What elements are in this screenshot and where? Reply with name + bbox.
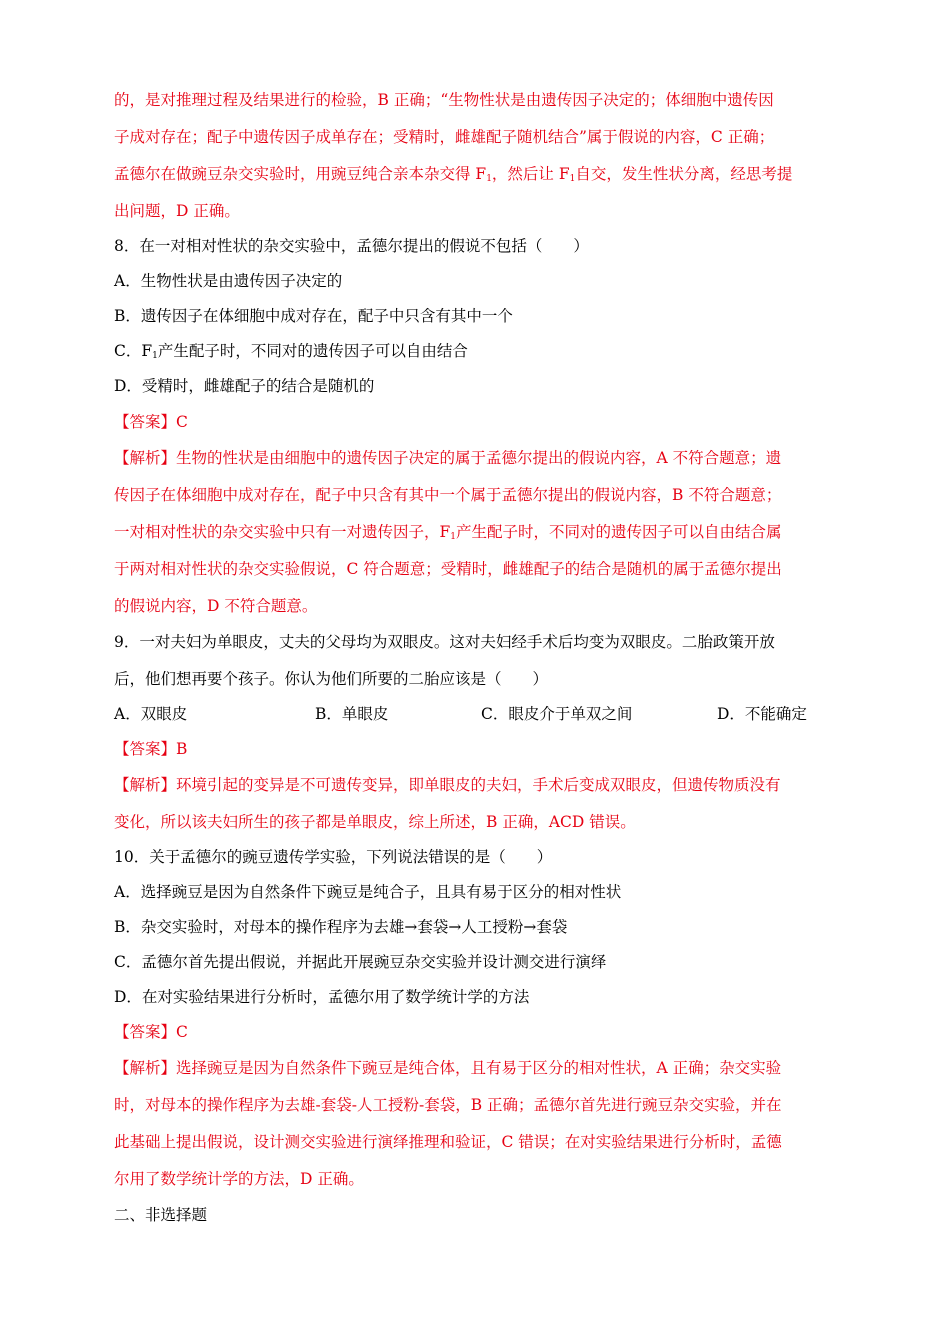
prev-explanation-line-4: 出问题，D 正确。 [114,202,240,220]
q10-option-a: A．选择豌豆是因为自然条件下豌豆是纯合子，且具有易于区分的相对性状 [114,883,622,901]
q8-explanation-line-4: 于两对相对性状的杂交实验假说，C 符合题意；受精时，雌雄配子的结合是随机的属于孟德尔提出 [114,560,782,578]
q8-explanation-line-2: 传因子在体细胞中成对存在，配子中只含有其中一个属于孟德尔提出的假说内容，B 不符合题意； [114,486,782,504]
q10-explanation-line-2: 时，对母本的操作程序为去雄-套袋-人工授粉-套袋，B 正确；孟德尔首先进行豌豆杂交实验，并在 [114,1096,782,1114]
q10-explanation-line-1: 【解析】选择豌豆是因为自然条件下豌豆是纯合体，且有易于区分的相对性状，A 正确；杂交实验 [114,1059,782,1077]
section-heading: 二、非选择题 [114,1206,208,1224]
q9-explanation-line-2: 变化，所以该夫妇所生的孩子都是单眼皮，综上所述，B 正确，ACD 错误。 [114,813,636,831]
q10-explanation-line-3: 此基础上提出假说，设计测交实验进行演绎推理和验证，C 错误；在对实验结果进行分析时，孟德 [114,1133,782,1151]
prev-explanation-line-3: 孟德尔在做豌豆杂交实验时，用豌豆纯合亲本杂交得 $F_1$，然后让 $F_1$自交，发生性状分离，经思考提 [114,165,793,184]
q9-answer: 【答案】B [114,740,188,758]
q9-explanation-line-1: 【解析】环境引起的变异是不可遗传变异，即单眼皮的夫妇，手术后变成双眼皮，但遗传物质没有 [114,776,781,794]
q10-option-c: C．孟德尔首先提出假说，并据此开展豌豆杂交实验并设计测交进行演绎 [114,953,607,971]
q10-option-b: B．杂交实验时，对母本的操作程序为去雄→套袋→人工授粉→套袋 [114,918,568,936]
q10-answer: 【答案】C [114,1023,188,1041]
prev-explanation-line-2: 子成对存在；配子中遗传因子成单存在；受精时，雌雄配子随机结合”属于假说的内容，C 正确； [114,128,775,146]
q9-option-b: B．单眼皮 [315,705,389,723]
q9-stem-line-1: 9．一对夫妇为单眼皮，丈夫的父母均为双眼皮。这对夫妇经手术后均变为双眼皮。二胎政策开放 [114,633,775,651]
q9-option-d: D．不能确定 [717,705,807,723]
q8-explanation-line-5: 的假说内容，D 不符合题意。 [114,597,318,615]
prev-explanation-line-1: 的，是对推理过程及结果进行的检验，B 正确；“生物性状是由遗传因子决定的；体细胞中遗传因 [114,91,774,109]
q8-option-b: B．遗传因子在体细胞中成对存在，配子中只含有其中一个 [114,307,513,325]
q9-option-c: C．眼皮介于单双之间 [481,705,633,723]
q8-option-a: A．生物性状是由遗传因子决定的 [114,272,343,290]
q8-option-c: C．$F_1$产生配子时，不同对的遗传因子可以自由结合 [114,342,468,361]
q9-option-a: A．双眼皮 [114,705,188,723]
q8-explanation-line-3: 一对相对性状的杂交实验中只有一对遗传因子，$F_1$产生配子时，不同对的遗传因子可以自由结合属 [114,523,782,542]
q9-stem-line-2: 后，他们想再要个孩子。你认为他们所要的二胎应该是（ ） [114,670,549,688]
q8-option-d: D．受精时，雌雄配子的结合是随机的 [114,377,375,395]
q8-explanation-line-1: 【解析】生物的性状是由细胞中的遗传因子决定的属于孟德尔提出的假说内容，A 不符合题意；遗 [114,449,782,467]
q10-stem: 10．关于孟德尔的豌豆遗传学实验，下列说法错误的是（ ） [114,848,553,866]
q10-explanation-line-4: 尔用了数学统计学的方法，D 正确。 [114,1170,364,1188]
q8-answer: 【答案】C [114,413,188,431]
q10-option-d: D．在对实验结果进行分析时，孟德尔用了数学统计学的方法 [114,988,530,1006]
q8-stem: 8．在一对相对性状的杂交实验中，孟德尔提出的假说不包括（ ） [114,237,589,255]
